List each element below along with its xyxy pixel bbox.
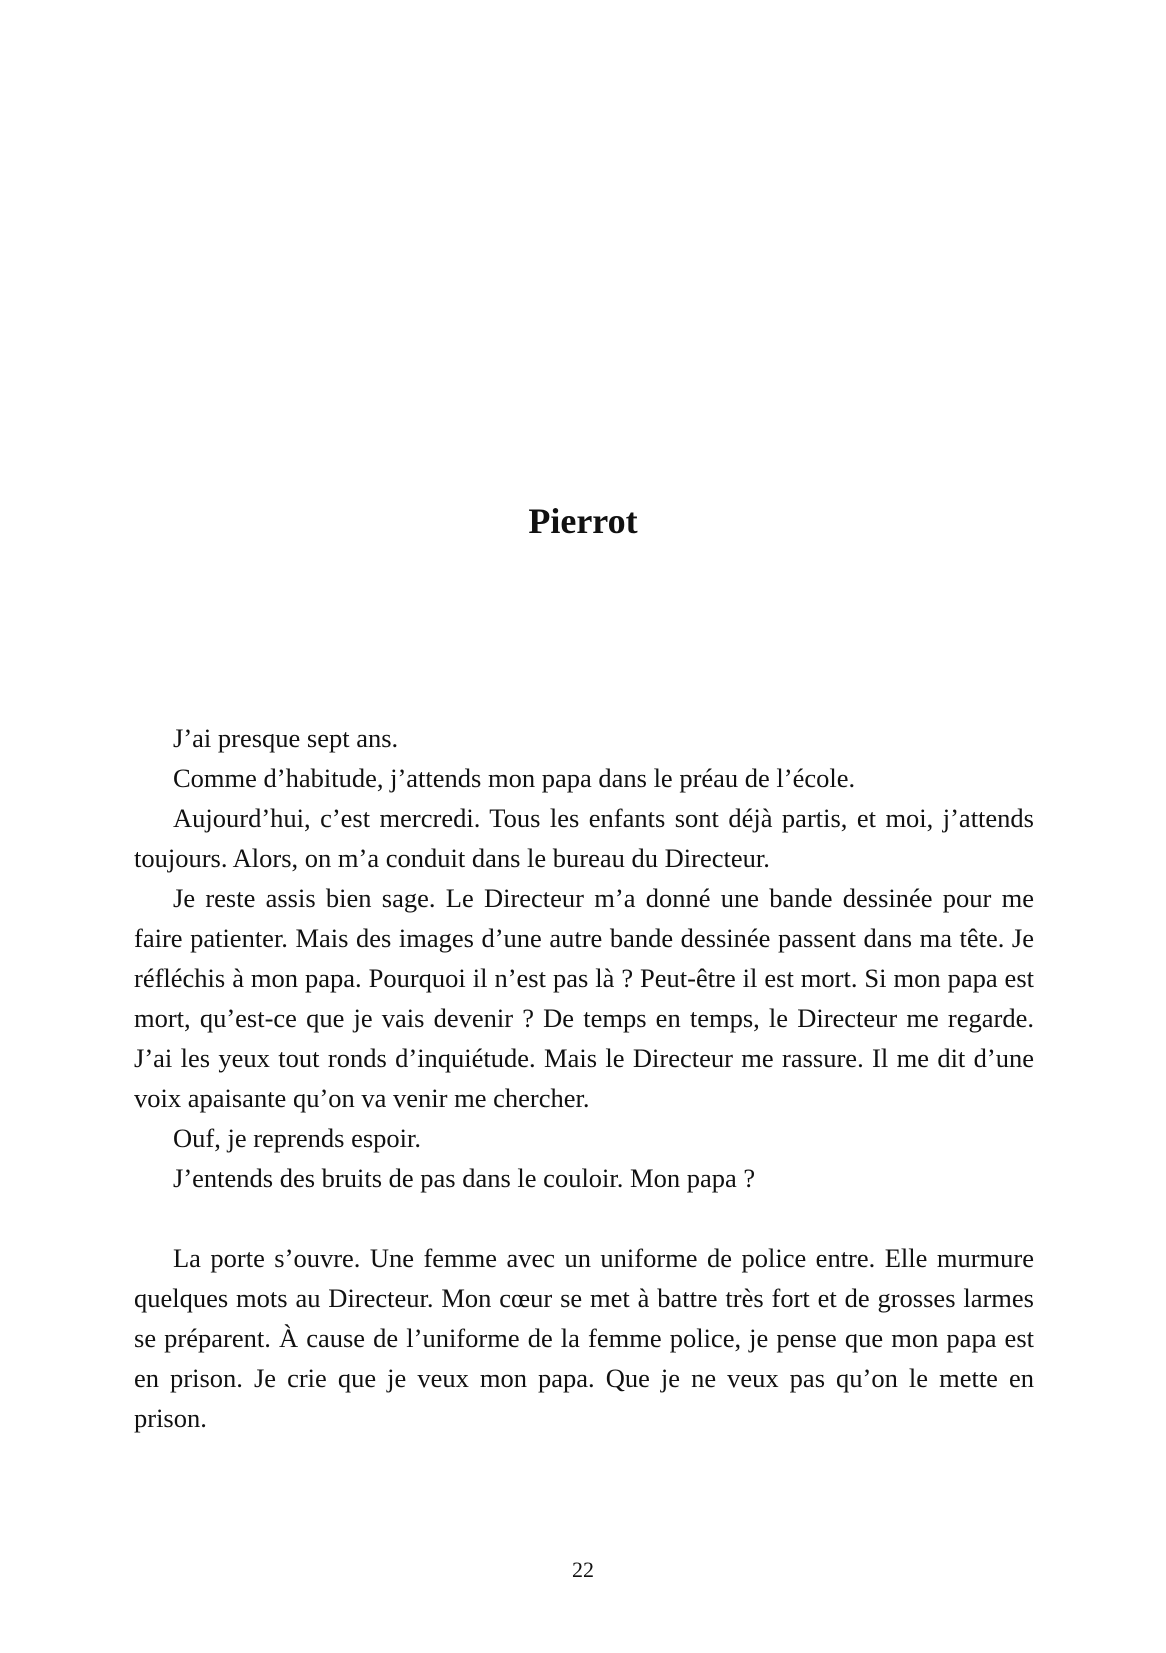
chapter-body <box>134 718 1034 1438</box>
paragraph: J’entends des bruits de pas dans le couloir. Mon papa ? <box>173 1163 756 1193</box>
paragraph: La porte s’ouvre. Une femme avec un uniforme de police entre. Elle murmure quelques mots au Directeur. Mon cœur se met à battre très fort et de grosses larmes se préparent. À cause de l’uniforme de la femme police, je pense que mon papa est en prison. Je crie que je veux mon papa. Que je ne veux pas qu’on le mette en prison. <box>134 1243 1034 1433</box>
page-number: 22 <box>572 1557 594 1582</box>
chapter-title: Pierrot <box>528 501 638 541</box>
paragraph: J’ai presque sept ans. <box>173 723 399 753</box>
paragraph: Aujourd’hui, c’est mercredi. Tous les enfants sont déjà partis, et moi, j’attends toujours. Alors, on m’a conduit dans le bureau du Directeur. <box>134 803 1034 873</box>
paragraph: Ouf, je reprends espoir. <box>173 1123 421 1153</box>
paragraph: Comme d’habitude, j’attends mon papa dans le préau de l’école. <box>173 763 856 793</box>
section-break <box>134 1198 1034 1238</box>
paragraph: Je reste assis bien sage. Le Directeur m’a donné une bande dessinée pour me faire patienter. Mais des images d’une autre bande dessinée passent dans ma tête. Je réfléchis à mon papa. Pourquoi il n’est pas là ? Peut-être il est mort. Si mon papa est mort, qu’est-ce que je vais devenir ? De temps en temps, le Directeur me regarde. J’ai les yeux tout ronds d’inquiétude. Mais le Directeur me rassure. Il me dit d’une voix apaisante qu’on va venir me chercher. <box>134 883 1034 1113</box>
